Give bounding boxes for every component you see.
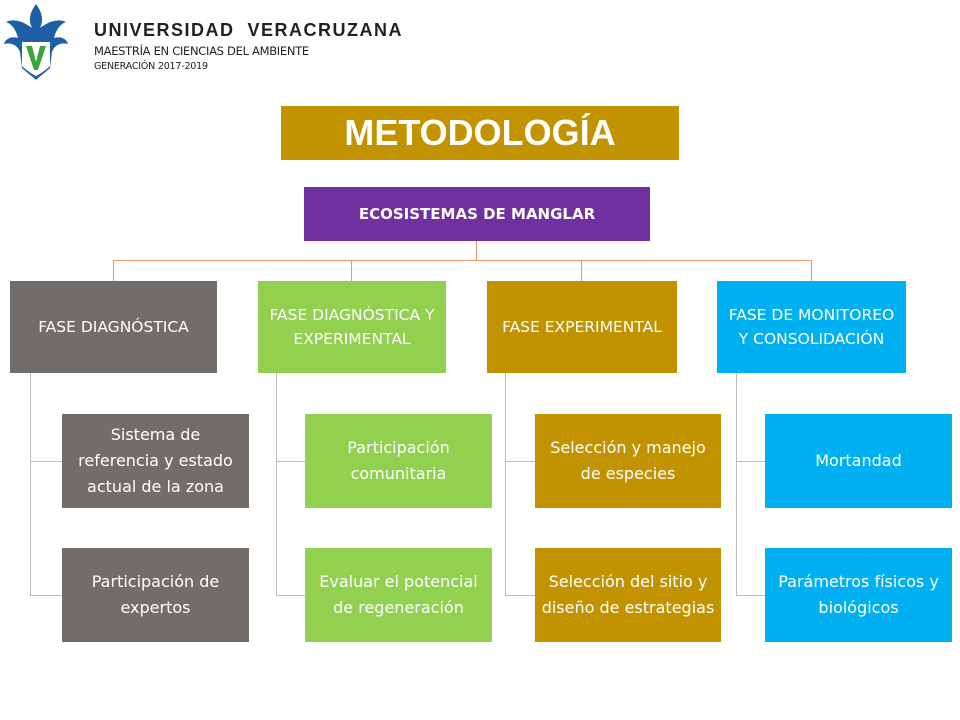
root-node: ECOSISTEMAS DE MANGLAR — [304, 187, 650, 241]
phase-2-trunk — [276, 373, 277, 595]
phase-1-item-2: Participación de expertos — [62, 548, 249, 642]
phase-3-item-2: Selección del sitio y diseño de estrategias — [535, 548, 721, 642]
phase-2-branch-1 — [276, 461, 305, 462]
phase-2-branch-2 — [276, 595, 305, 596]
phase-4-branch-1 — [736, 461, 765, 462]
phase-1-item-1: Sistema de referencia y estado actual de la zona — [62, 414, 249, 508]
university-name: UNIVERSIDAD VERACRUZANA — [94, 20, 404, 40]
phase-3-item-1: Selección y manejo de especies — [535, 414, 721, 508]
phase-connector-2 — [351, 260, 352, 281]
phase-4: FASE DE MONITOREO Y CONSOLIDACIÓN — [717, 281, 906, 373]
university-logo-icon — [2, 2, 70, 82]
phase-3-branch-1 — [505, 461, 535, 462]
phase-2-item-1: Participación comunitaria — [305, 414, 492, 508]
phase-connector-3 — [581, 260, 582, 281]
phase-2-item-2: Evaluar el potencial de regeneración — [305, 548, 492, 642]
program-name: MAESTRÍA EN CIENCIAS DEL AMBIENTE — [94, 44, 309, 58]
phase-4-item-1: Mortandad — [765, 414, 952, 508]
phase-1-branch-2 — [30, 595, 62, 596]
phase-connector-4 — [811, 260, 812, 281]
phase-3: FASE EXPERIMENTAL — [487, 281, 677, 373]
phase-1: FASE DIAGNÓSTICA — [10, 281, 217, 373]
root-connector-vertical — [476, 241, 477, 261]
generation-label: GENERACIÓN 2017-2019 — [94, 61, 208, 72]
page-title: METODOLOGÍA — [281, 106, 679, 160]
phase-4-item-2: Parámetros físicos y biológicos — [765, 548, 952, 642]
phase-4-branch-2 — [736, 595, 765, 596]
phase-1-trunk — [30, 373, 31, 595]
phase-connector-1 — [113, 260, 114, 281]
phase-3-branch-2 — [505, 595, 535, 596]
phase-4-trunk — [736, 373, 737, 595]
phase-1-branch-1 — [30, 461, 62, 462]
phase-3-trunk — [505, 373, 506, 595]
phase-2: FASE DIAGNÓSTICA Y EXPERIMENTAL — [258, 281, 446, 373]
root-connector-horizontal — [113, 260, 811, 261]
